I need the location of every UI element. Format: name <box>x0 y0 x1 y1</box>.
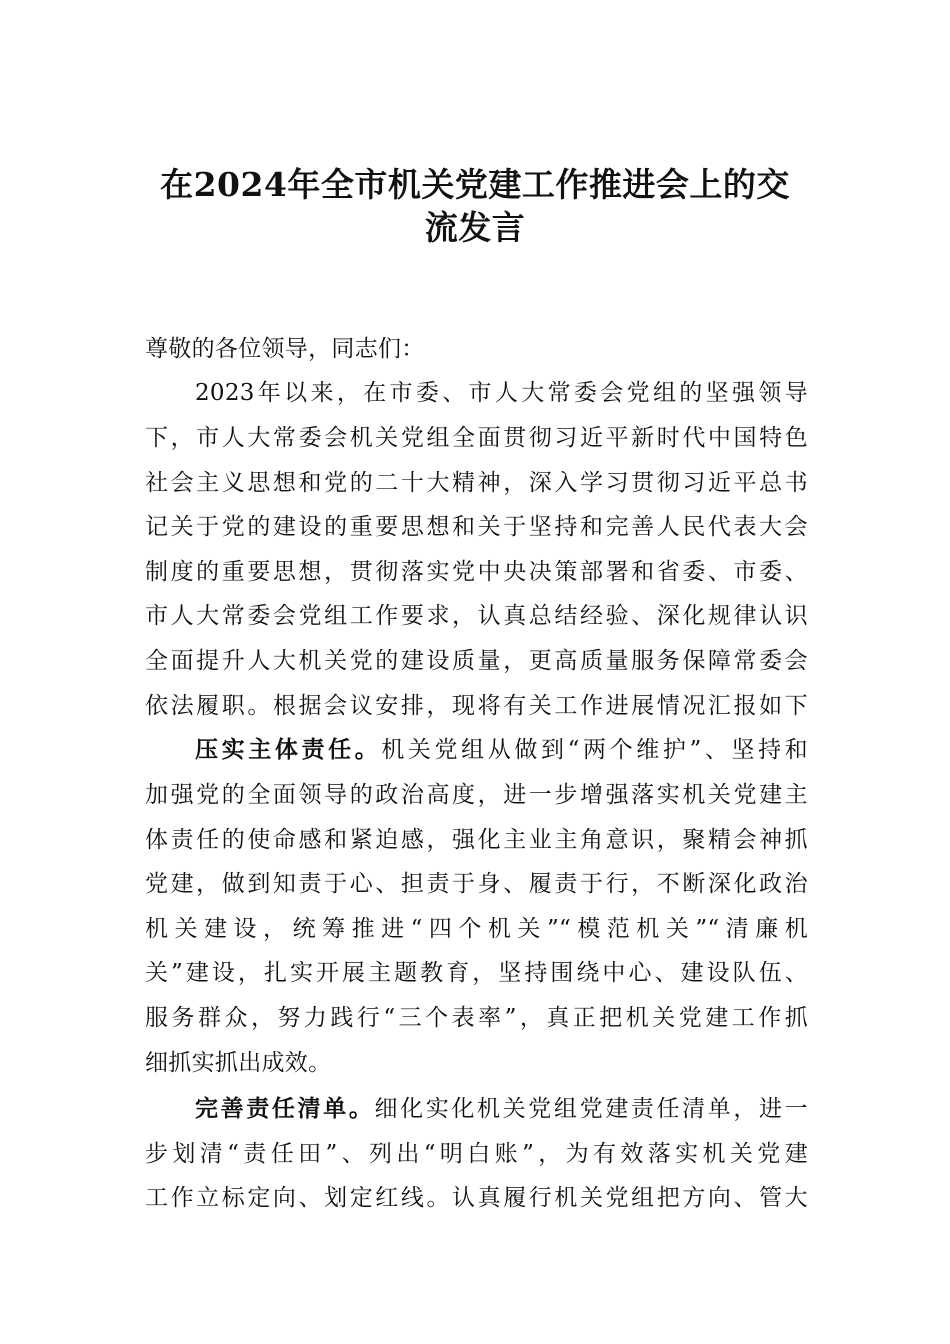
document-title-line-2: 流发言 <box>424 208 526 247</box>
paragraph-1-line-1: 2023年以来，在市委、市人大常委会党组的坚强领导 <box>195 380 808 406</box>
paragraph-3-line-2: 步划清“责任田”、列出“明白账”，为有效落实机关党建 <box>145 1141 808 1167</box>
paragraph-2-line-8: 细抓实抓出成效。 <box>145 1050 332 1076</box>
paragraph-2-line-1 <box>195 735 808 765</box>
paragraph-2-line-3: 体责任的使命感和紧迫感，强化主业主角意识，聚精会神抓 <box>145 827 808 853</box>
paragraph-1-line-5: 制度的重要思想，贯彻落实党中央决策部署和省委、市委、 <box>145 559 808 585</box>
paragraph-3-line-1 <box>195 1094 808 1124</box>
paragraph-3-line-3: 工作立标定向、划定红线。认真履行机关党组把方向、管大 <box>145 1185 808 1211</box>
paragraph-2-line-2: 加强党的全面领导的政治高度，进一步增强落实机关党建主 <box>145 782 808 808</box>
paragraph-2-line-5: 机关建设，统筹推进“四个机关”“模范机关”“清廉机 <box>145 916 808 942</box>
paragraph-2-heading: 压实主体责任。 <box>195 737 382 763</box>
paragraph-1-line-3: 社会主义思想和党的二十大精神，深入学习贯彻习近平总书 <box>145 470 808 496</box>
paragraph-1-line-2: 下，市人大常委会机关党组全面贯彻习近平新时代中国特色 <box>145 425 808 451</box>
paragraph-3-heading: 完善责任清单。 <box>195 1096 375 1122</box>
paragraph-2-line-7: 服务群众，努力践行“三个表率”，真正把机关党建工作抓 <box>145 1005 808 1031</box>
paragraph-1-line-6: 市人大常委会党组工作要求，认真总结经验、深化规律认识 <box>145 603 808 629</box>
paragraph-1-line-8: 依法履职。根据会议安排，现将有关工作进展情况汇报如下 <box>145 693 808 719</box>
document-title-line-1: 在2024年全市机关党建工作推进会上的交 <box>160 165 790 204</box>
paragraph-3-line-1-text: 细化实化机关党组党建责任清单，进一 <box>374 1096 808 1122</box>
paragraph-2-line-1-text: 机关党组从做到“两个维护”、坚持和 <box>381 737 808 763</box>
salutation: 尊敬的各位领导，同志们： <box>145 336 425 362</box>
paragraph-1-line-4: 记关于党的建设的重要思想和关于坚持和完善人民代表大会 <box>145 514 808 540</box>
paragraph-1-line-7: 全面提升人大机关党的建设质量，更高质量服务保障常委会 <box>145 648 808 674</box>
paragraph-2-line-6: 关”建设，扎实开展主题教育，坚持围绕中心、建设队伍、 <box>145 960 808 986</box>
paragraph-2-line-4: 党建，做到知责于心、担责于身、履责于行，不断深化政治 <box>145 871 808 897</box>
